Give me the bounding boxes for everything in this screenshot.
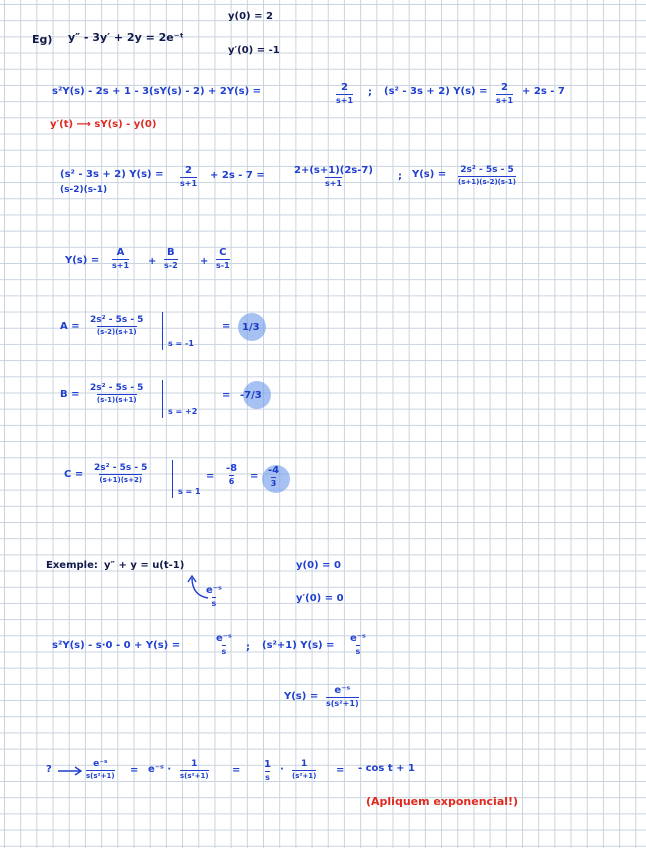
fraction-denominator: 6	[228, 477, 235, 486]
coef-c-evaluation-point: s = 1	[178, 487, 201, 496]
evaluation-bar	[172, 460, 173, 498]
evaluation-bar	[162, 380, 163, 418]
line5-equals-1: =	[130, 765, 139, 776]
line4-ys: Y(s) =	[284, 691, 319, 702]
line2-lhs: (s² - 3s + 2) Y(s) =	[60, 169, 164, 180]
line2-ys: Y(s) =	[412, 169, 447, 180]
line2-fraction-1	[180, 166, 197, 188]
fraction-denominator: 3	[270, 479, 277, 488]
coef-c-value	[266, 466, 281, 488]
coef-a-evaluation-point: s = -1	[168, 339, 194, 348]
coef-b-label: B =	[60, 389, 80, 400]
line5-dot: ·	[280, 764, 284, 775]
line1-rhs-tail: + 2s - 7	[522, 86, 565, 97]
fraction-numerator: 2	[185, 165, 192, 176]
partial-fraction-b	[164, 248, 178, 270]
fraction-denominator: s+1	[336, 96, 354, 105]
fraction-numerator: 2s² - 5s - 5	[90, 383, 144, 393]
fraction-denominator: s	[211, 599, 217, 608]
line1-rhs-lhs: (s² - 3s + 2) Y(s) =	[384, 86, 488, 97]
line2-separator: ;	[398, 171, 402, 182]
fraction-denominator: s+1	[180, 179, 198, 188]
line2-fraction-3	[458, 166, 516, 186]
line1-separator: ;	[368, 87, 372, 98]
fraction-numerator: 1	[191, 759, 198, 769]
line2-factored-note: (s-2)(s-1)	[60, 185, 108, 195]
line5-equals-2: =	[232, 765, 241, 776]
evaluation-bar	[162, 312, 163, 350]
exemple-initial-condition-1: y(0) = 0	[296, 560, 341, 571]
line2-fraction-2	[292, 166, 375, 188]
coef-b-evaluation-point: s = +2	[168, 407, 198, 416]
fraction-denominator: (s+1)(s+2)	[99, 476, 143, 484]
line5-fraction-3	[262, 760, 273, 782]
fraction-denominator: (s+1)(s-2)(s-1)	[458, 178, 516, 186]
line5-equals-3: =	[336, 765, 345, 776]
fraction-denominator: (s²+1)	[292, 772, 317, 780]
line5-fraction-2	[180, 760, 209, 780]
line3-separator: ;	[246, 642, 250, 653]
fraction-denominator: (s-2)(s+1)	[96, 328, 137, 336]
line5-result: - cos t + 1	[358, 763, 415, 774]
line1-fraction	[336, 83, 353, 105]
fraction-denominator: s	[355, 647, 361, 656]
coef-a-value: 1/3	[242, 322, 260, 333]
coef-a-equals: =	[222, 321, 231, 332]
coef-c-equals-1: =	[206, 471, 215, 482]
coef-c-fraction	[92, 464, 149, 484]
line5-fraction-4	[292, 760, 316, 780]
fraction-denominator: s	[265, 773, 270, 782]
fraction-numerator: -8	[226, 463, 238, 474]
coef-c-middle-fraction	[224, 464, 239, 486]
fraction-numerator: C	[219, 247, 227, 258]
line2-middle: + 2s - 7 =	[210, 170, 265, 181]
line3-lhs: s²Y(s) - s·0 - 0 + Y(s) =	[52, 640, 181, 651]
fraction-numerator: 2	[341, 82, 348, 93]
line5-question-mark: ?	[46, 764, 52, 775]
exemple-equation: y″ + y = u(t-1)	[104, 560, 185, 571]
line4-fraction	[326, 686, 359, 708]
partial-plus-1: +	[148, 256, 157, 267]
fraction-numerator: e⁻ˢ	[93, 759, 108, 769]
exemple-label: Exemple:	[46, 560, 98, 571]
fraction-numerator: 2+(s+1)(2s-7)	[294, 165, 373, 176]
coef-c-label: C =	[64, 469, 84, 480]
eg-initial-condition-2: y′(0) = -1	[228, 45, 280, 56]
fraction-numerator: 1	[301, 759, 308, 769]
exponential-note: (Apliquem exponencial!)	[366, 795, 519, 808]
fraction-denominator: s(s²+1)	[180, 772, 209, 780]
coef-c-equals-2: =	[250, 471, 259, 482]
coef-a-fraction	[88, 316, 145, 336]
fraction-denominator: s+1	[496, 96, 514, 105]
line3-middle: (s²+1) Y(s) =	[262, 640, 335, 651]
fraction-numerator: A	[116, 247, 125, 258]
partial-plus-2: +	[200, 256, 209, 267]
line3-fraction-2	[348, 634, 368, 656]
fraction-numerator: 1	[264, 759, 271, 770]
exemple-initial-condition-2: y′(0) = 0	[296, 593, 344, 604]
line3-fraction-1	[214, 634, 234, 656]
fraction-numerator: 2s² - 5s - 5	[460, 165, 514, 175]
line5-middle: e⁻ˢ ·	[148, 764, 172, 775]
coef-b-fraction	[88, 384, 145, 404]
partial-ys: Y(s) =	[65, 255, 100, 266]
partial-fraction-a	[112, 248, 129, 270]
fraction-denominator: s-2	[164, 261, 178, 270]
fraction-numerator: e⁻ˢ	[206, 585, 222, 596]
fraction-denominator: s	[221, 647, 227, 656]
fraction-numerator: e⁻ˢ	[216, 633, 232, 644]
right-arrow-icon	[56, 766, 84, 776]
line1-rhs-fraction	[496, 83, 513, 105]
coef-b-value: -7/3	[240, 390, 262, 401]
eg-initial-condition-1: y(0) = 2	[228, 11, 273, 22]
eg-label: Eg)	[32, 33, 53, 46]
fraction-numerator: e⁻ˢ	[334, 685, 351, 696]
fraction-denominator: s(s²+1)	[326, 699, 359, 708]
coef-b-equals: =	[222, 390, 231, 401]
fraction-denominator: s+1	[324, 179, 342, 188]
fraction-numerator: e⁻ˢ	[350, 633, 366, 644]
fraction-numerator: -4	[268, 465, 280, 476]
fraction-numerator: 2s² - 5s - 5	[94, 463, 148, 473]
eg-equation: y″ - 3y′ + 2y = 2e⁻ᵗ	[68, 31, 184, 44]
line1-lhs: s²Y(s) - 2s + 1 - 3(sY(s) - 2) + 2Y(s) =	[52, 86, 262, 97]
fraction-denominator: (s-1)(s+1)	[96, 396, 137, 404]
fraction-denominator: s+1	[112, 261, 130, 270]
derivative-rule-note: y′(t) ⟶ sY(s) - y(0)	[50, 119, 157, 130]
fraction-denominator: s(s²+1)	[86, 772, 115, 780]
exemple-transform-fraction	[204, 586, 224, 608]
fraction-numerator: 2	[501, 82, 508, 93]
fraction-numerator: B	[167, 247, 175, 258]
coef-a-label: A =	[60, 321, 80, 332]
fraction-numerator: 2s² - 5s - 5	[90, 315, 144, 325]
partial-fraction-c	[216, 248, 230, 270]
line5-fraction-1	[86, 760, 115, 780]
fraction-denominator: s-1	[216, 261, 230, 270]
